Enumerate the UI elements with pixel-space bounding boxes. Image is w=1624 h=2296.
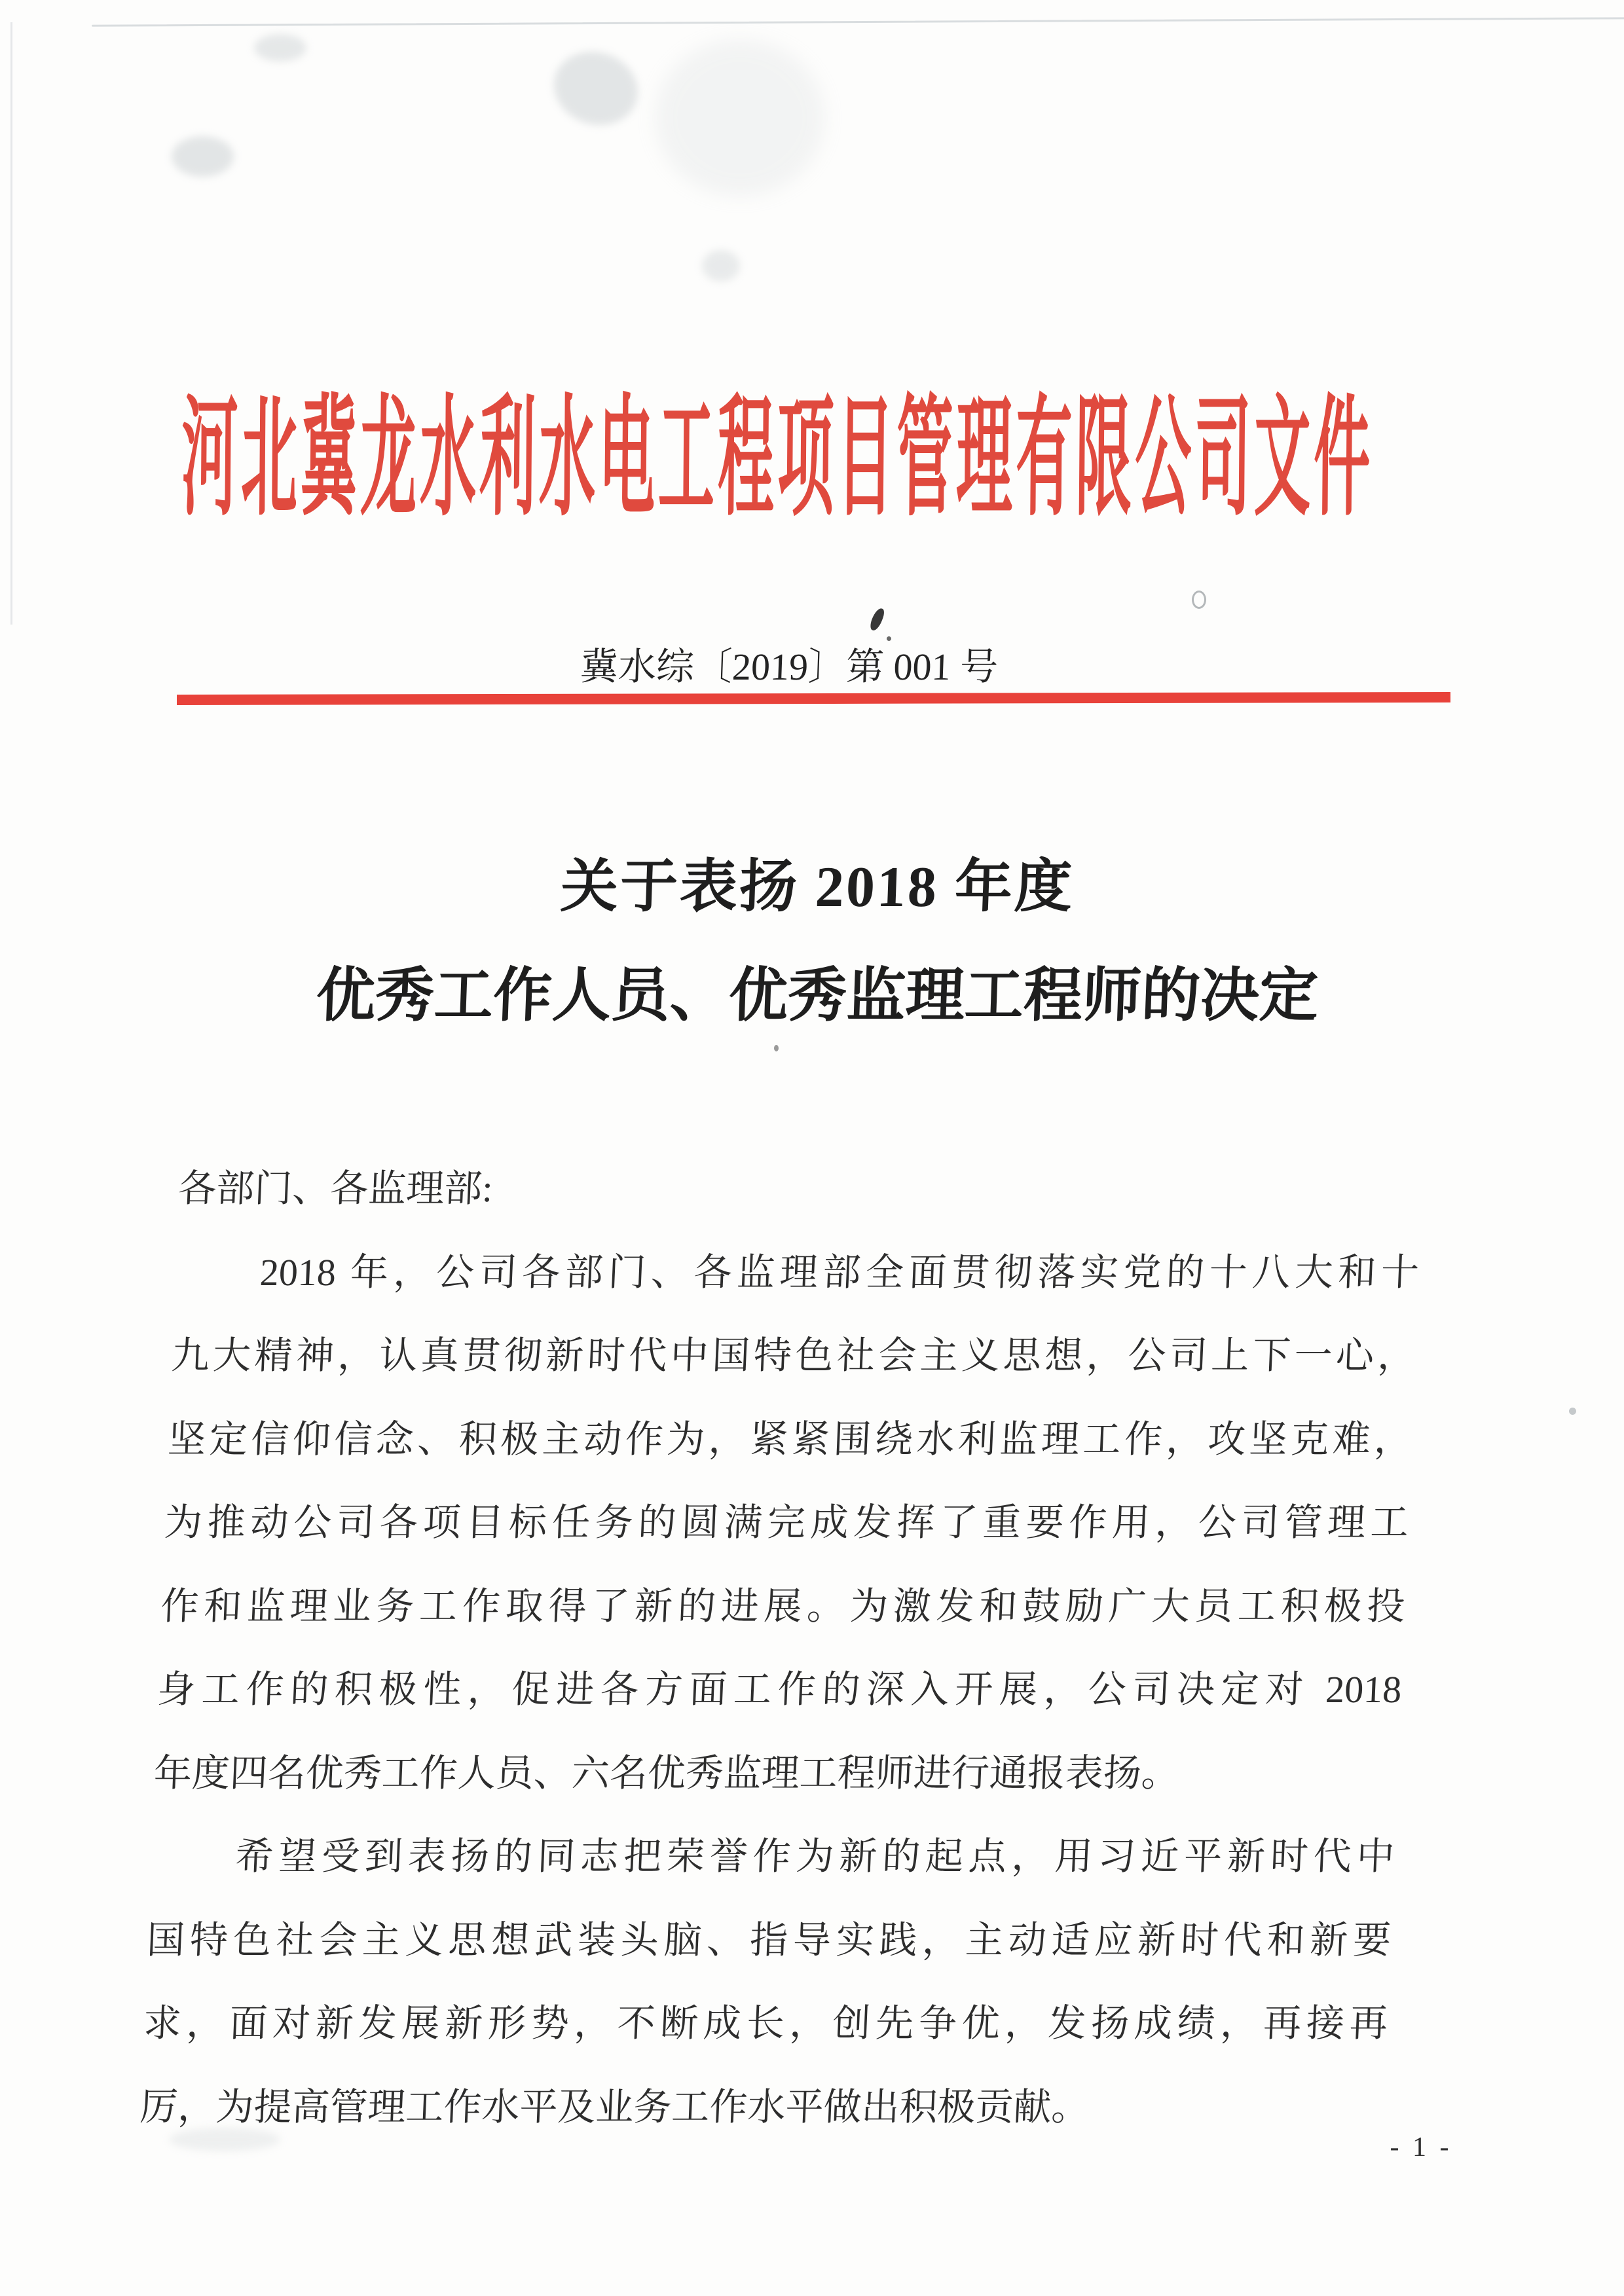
red-divider-line — [177, 692, 1450, 705]
document-body — [138, 1147, 1424, 2149]
document-title-line-2: 优秀工作人员、优秀监理工程师的决定 — [315, 964, 1320, 1029]
body-text-line: 为推动公司各项目标任务的圆满完成发挥了重要作用，公司管理工 — [163, 1501, 1410, 1544]
scan-edge-left — [10, 22, 12, 625]
body-text-line: 求，面对新发展新形势，不断成长，创先争优，发扬成绩，再接再 — [142, 2002, 1389, 2045]
scan-speck — [1192, 591, 1206, 609]
body-text-line: 国特色社会主义思想武装头脑、指导实践，主动适应新时代和新要 — [145, 1918, 1392, 1961]
ink-dot-artifact — [887, 636, 891, 641]
scan-smudge — [702, 250, 740, 282]
document-number: 冀水综〔2019〕第 001 号 — [579, 646, 999, 688]
body-text-line: 希望受到表扬的同志把荣誉作为新的起点，用习近平新时代中 — [234, 1835, 1395, 1878]
scan-speck — [774, 1045, 779, 1051]
body-text-line: 年度四名优秀工作人员、六名优秀监理工程师进行通报表扬。 — [153, 1751, 1181, 1795]
body-text-line: 九大精神，认真贯彻新时代中国特色社会主义思想，公司上下一心， — [170, 1334, 1417, 1377]
scan-smudge — [172, 136, 234, 177]
scan-smudge — [655, 39, 825, 196]
ink-mark-artifact — [868, 607, 886, 632]
document-title-line-1: 关于表扬 2018 年度 — [559, 856, 1075, 919]
body-text-line: 2018 年，公司各部门、各监理部全面贯彻落实党的十八大和十 — [259, 1250, 1420, 1294]
body-text-line: 作和监理业务工作取得了新的进展。为激发和鼓励广大员工积极投 — [160, 1584, 1406, 1628]
body-paragraph-lines — [138, 1231, 1421, 2149]
scan-smudge — [544, 41, 648, 136]
scan-smudge — [254, 34, 306, 62]
scan-edge-top — [92, 17, 1624, 27]
scan-speck — [1569, 1408, 1576, 1415]
letterhead-org-title: 河北冀龙水利水电工程项目管理有限公司文件 — [181, 386, 1371, 532]
body-text-line: 身工作的积极性，促进各方面工作的深入开展，公司决定对 2018 — [156, 1668, 1403, 1711]
body-text-line: 厉，为提高管理工作水平及业务工作水平做出积极贡献。 — [139, 2085, 1090, 2128]
salutation-line: 各部门、各监理部: — [177, 1167, 494, 1210]
body-text-line: 坚定信仰信念、积极主动作为，紧紧围绕水利监理工作，攻坚克难， — [166, 1417, 1413, 1461]
page-number: - 1 - — [1390, 2132, 1452, 2162]
